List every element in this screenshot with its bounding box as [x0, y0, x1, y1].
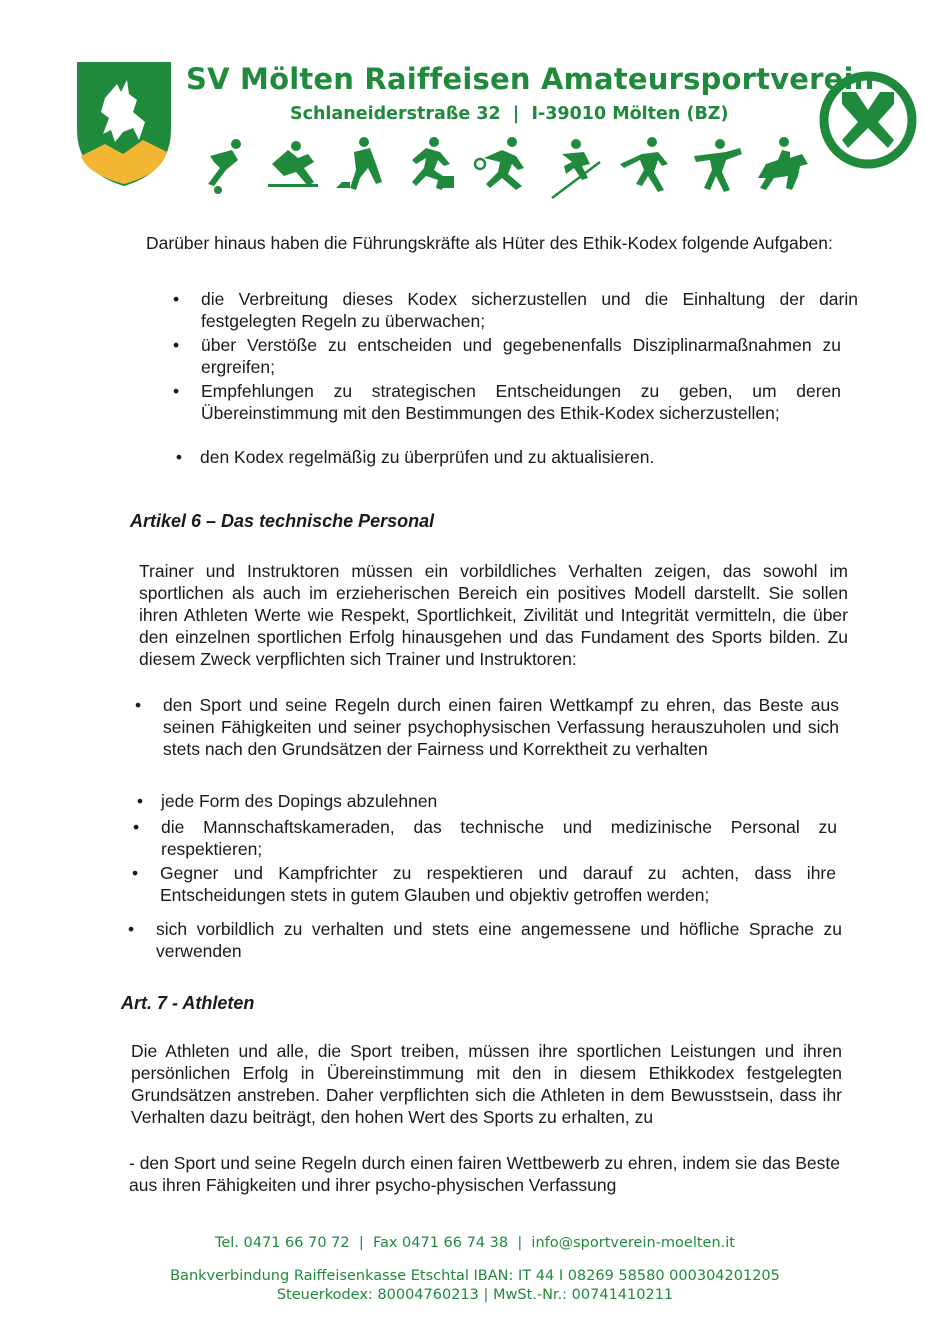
ski-icon	[268, 141, 318, 187]
list-item: • Empfehlungen zu strategischen Entscheidungen zu geben, um deren Übereinstimmung mit den Bestimmungen des Ethik-Kodex sicherzustellen;	[173, 381, 841, 423]
bullet-icon: •	[173, 381, 180, 401]
bullet-icon: •	[128, 919, 135, 939]
running-icon	[412, 137, 454, 190]
karate-icon	[694, 139, 742, 192]
track-icon	[620, 137, 668, 192]
intro-paragraph: Darüber hinaus haben die Führungskräfte als Hüter des Ethik-Kodex folgende Aufgaben:	[146, 233, 833, 253]
club-crest-logo	[75, 60, 173, 188]
article-7-paragraph: Die Athleten und alle, die Sport treiben, müssen ihre sportlichen Leistungen und ihren persönlichen Erfolg in Übereinstimmung mit den in diesem Ethikkodex festgelegten Grundsätzen anstreben. Daher verpflichten sich die Athleten in dem Bewusstsein, dass ihr Verhalten dazu beiträgt, den hohen Wert des Sports zu erhalten, zu	[131, 1041, 842, 1127]
article-6-paragraph: Trainer und Instruktoren müssen ein vorbildliches Verhalten zeigen, das sowohl im sportlichen als auch im erzieherischen Bereich ein positives Modell darstellt. Sie sollen ihren Athleten Werte wie Respekt, Sportlichkeit, Zivilität und Integrität vermitteln, die über den einzelnen sportlichen Erfolg hinausgehen und das Fundament des Sports bilden. Zu diesem Zweck verpflichten sich Trainer und Instruktoren:	[139, 561, 848, 669]
article-7-heading: Art. 7 - Athleten	[121, 993, 255, 1013]
bullet-icon: •	[133, 817, 140, 837]
list-item: • die Mannschaftskameraden, das technische und medizinische Personal zu respektieren;	[133, 817, 837, 859]
bullet-icon: •	[173, 335, 180, 355]
table-tennis-icon	[475, 137, 524, 190]
list-item: • den Kodex regelmäßig zu überprüfen und zu aktualisieren.	[200, 446, 840, 468]
bullet-icon: •	[132, 863, 139, 883]
bullet-icon: •	[175, 447, 183, 467]
footer-contact: Tel. 0471 66 70 72 | Fax 0471 66 74 38 | info@sportverein-moelten.it	[214, 1235, 735, 1251]
list-item: • die Verbreitung dieses Kodex sicherzustellen und die Einhaltung der darin festgelegten Regeln zu überwachen;	[173, 289, 858, 331]
club-name: SV Mölten Raiffeisen Amateursportverein	[186, 62, 875, 96]
list-item: • sich vorbildlich zu verhalten und stets eine angemessene und höfliche Sprache zu verwenden	[128, 919, 842, 961]
club-address: Schlaneiderstraße 32 | I-39010 Mölten (BZ)	[290, 104, 729, 124]
soccer-icon	[208, 139, 241, 194]
bullet-icon: •	[135, 695, 142, 715]
sport-pictograms	[200, 134, 810, 200]
list-item: • jede Form des Dopings abzulehnen	[161, 790, 837, 812]
footer-tax: Steuerkodex: 80004760213 | MwSt.-Nr.: 00741410211	[276, 1287, 674, 1303]
article-7-continuation: - den Sport und seine Regeln durch einen fairen Wettbewerb zu ehren, indem sie das Beste aus ihren Fähigkeiten und ihrer psycho-physischen Verfassung	[129, 1153, 840, 1195]
list-item: • den Sport und seine Regeln durch einen fairen Wettkampf zu ehren, das Beste aus seinen Fähigkeiten und seiner psychophysischen Verfassung herauszuholen und sich stets nach den Grundsätzen der Fairness und Korrektheit zu verhalten	[135, 695, 839, 759]
footer-bank: Bankverbindung Raiffeisenkasse Etschtal IBAN: IT 44 I 08269 58580 000304201205	[170, 1268, 780, 1284]
bullet-icon: •	[173, 289, 180, 309]
bullet-icon: •	[136, 791, 144, 811]
curling-icon	[336, 137, 382, 190]
skiing-icon	[552, 139, 600, 198]
equestrian-icon	[758, 137, 808, 190]
list-item: • Gegner und Kampfrichter zu respektieren und darauf zu achten, dass ihre Entscheidungen stets in gutem Glauben und objektiv getroffen werden;	[132, 863, 836, 905]
article-6-heading: Artikel 6 – Das technische Personal	[130, 511, 435, 531]
list-item: • über Verstöße zu entscheiden und gegebenenfalls Disziplinarmaßnahmen zu ergreifen;	[173, 335, 841, 377]
